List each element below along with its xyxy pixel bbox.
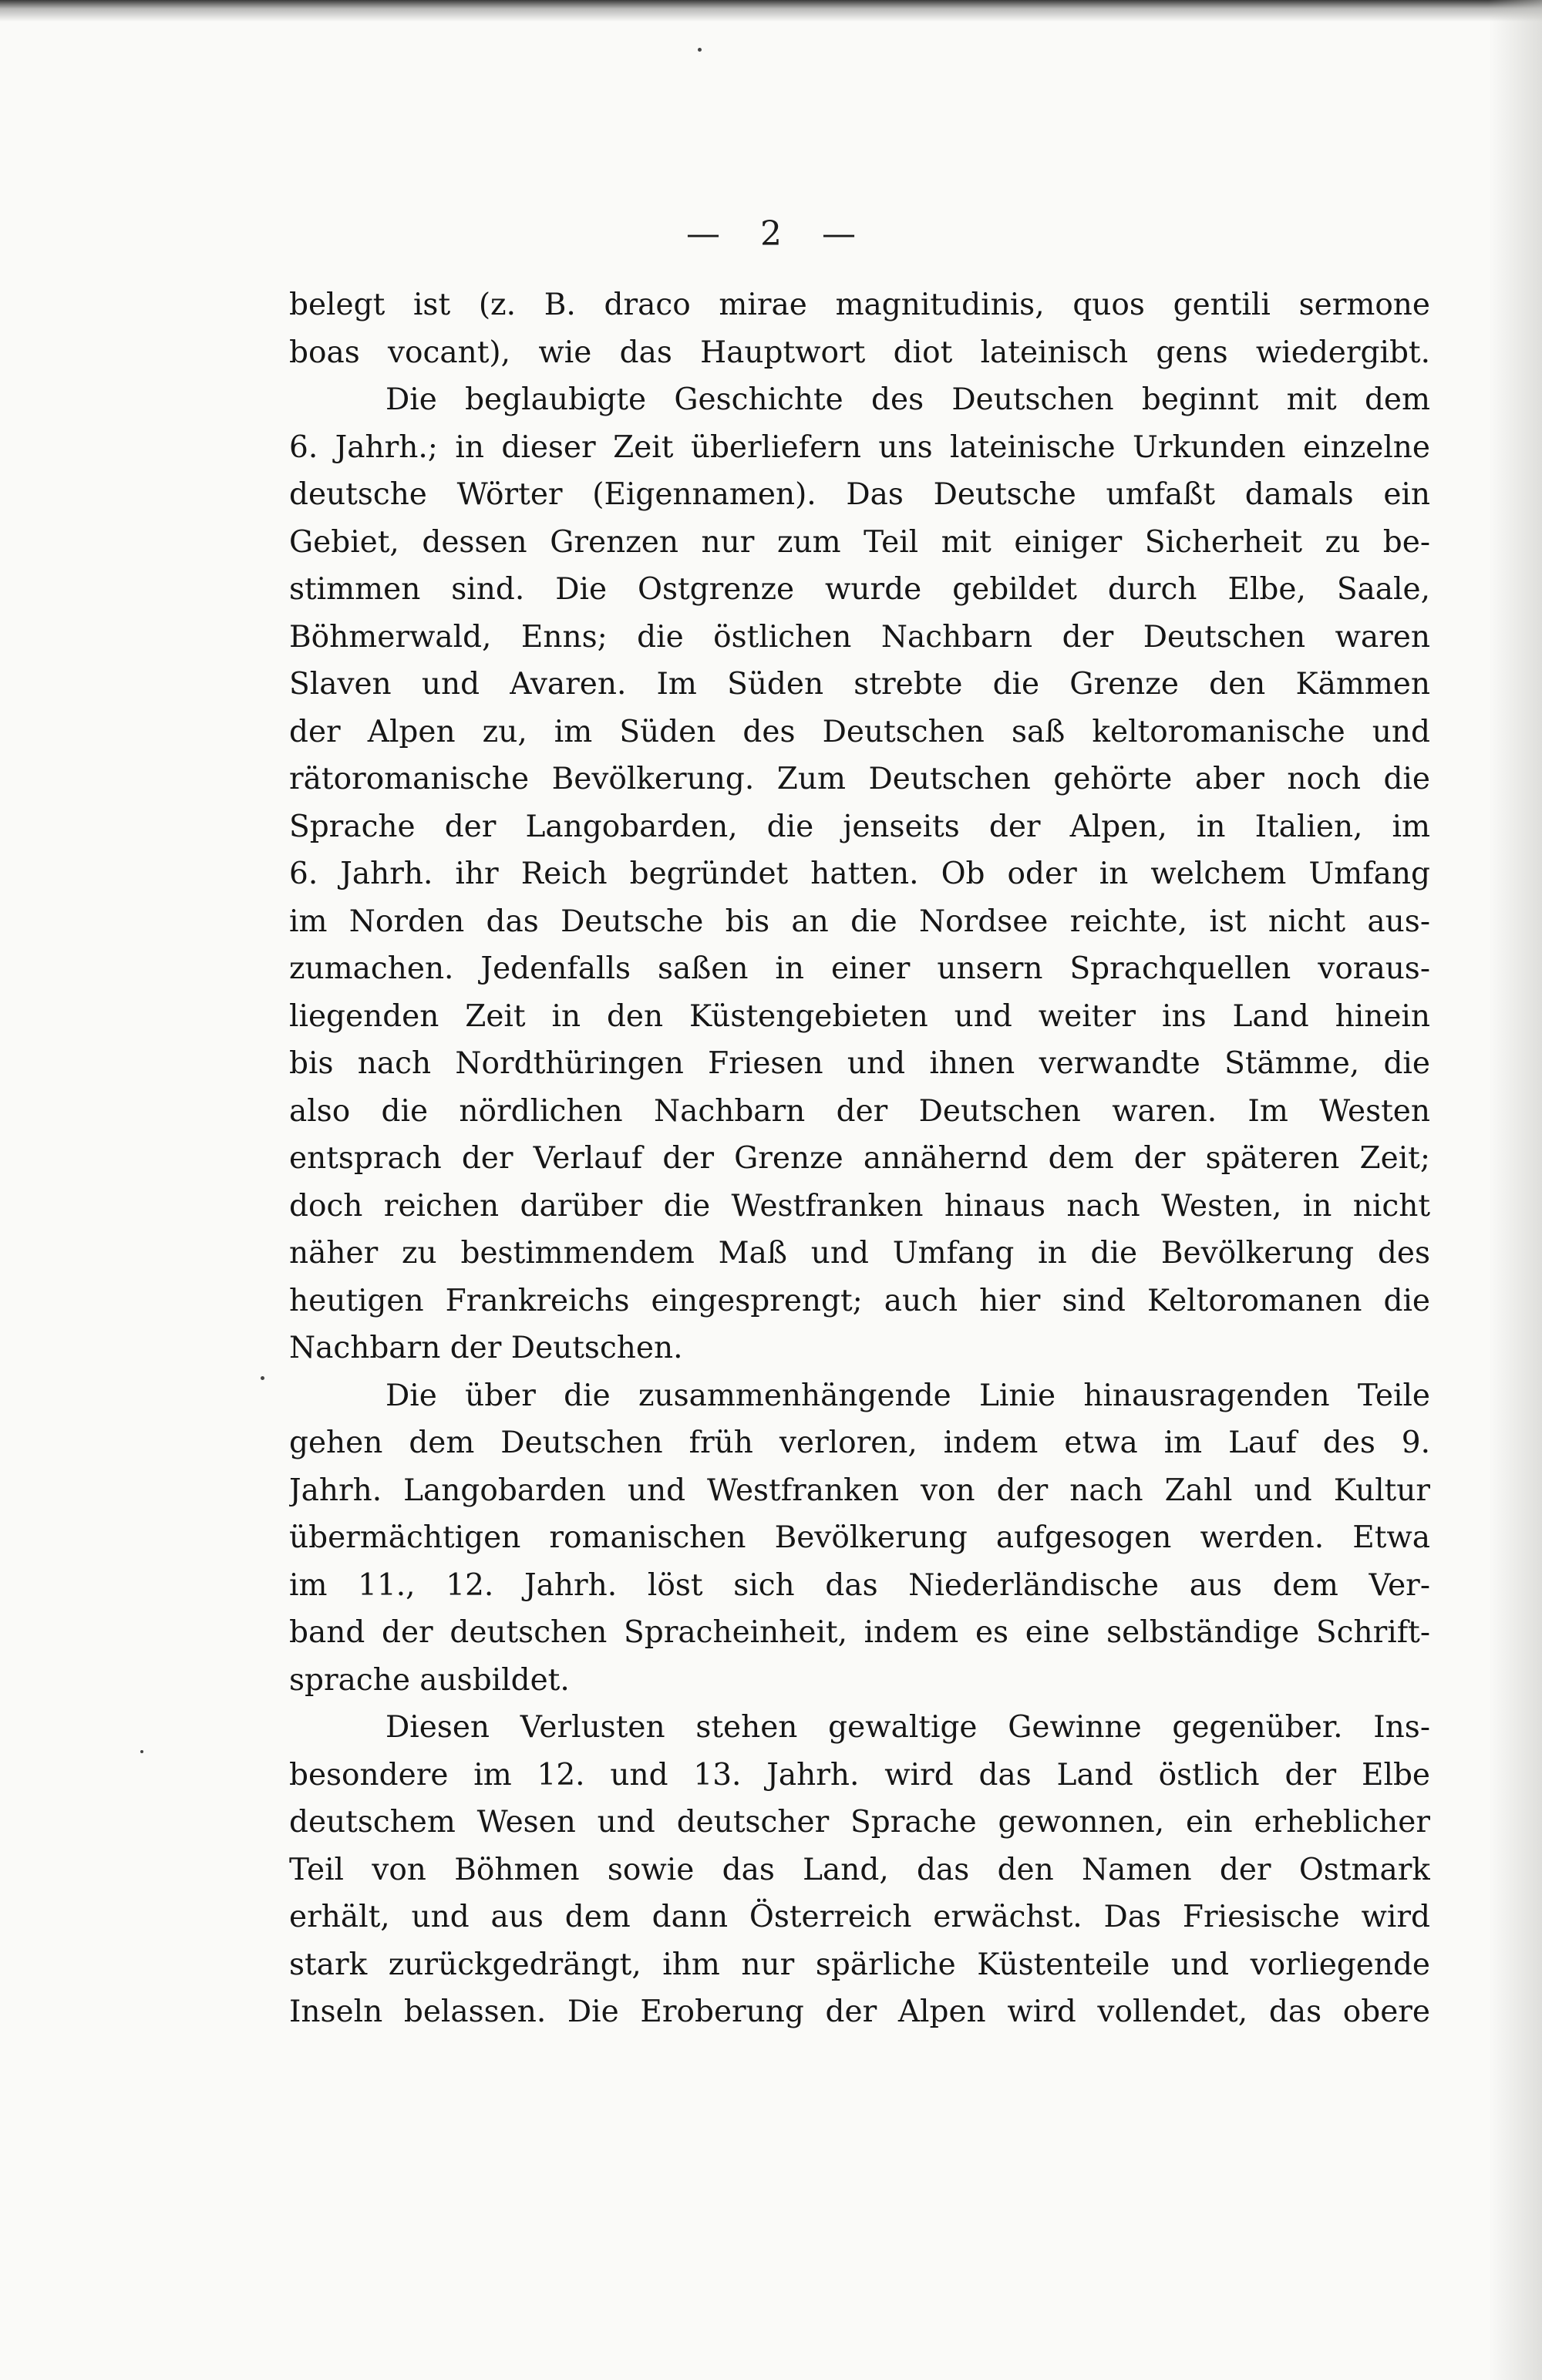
text-line: Slaven und Avaren. Im Süden strebte die Grenze den Kämmen	[289, 667, 1430, 702]
text-line: erhält, und aus dem dann Österreich erwächst. Das Friesische wird	[289, 1900, 1430, 1934]
text-line: Teil von Böhmen sowie das Land, das den Namen der Ostmark	[289, 1852, 1430, 1887]
text-line: Inseln belassen. Die Eroberung der Alpen wird vollendet, das obere	[289, 1995, 1430, 2029]
text-line: also die nördlichen Nachbarn der Deutschen waren. Im Westen	[289, 1093, 1430, 1129]
text-line: Sprache der Langobarden, die jenseits der Alpen, in Italien, im	[289, 809, 1430, 844]
body-text	[289, 281, 1430, 2036]
text-line: belegt ist (z. B. draco mirae magnitudinis, quos gentili sermone	[289, 288, 1430, 322]
scan-speck	[261, 1376, 264, 1380]
text-line: heutigen Frankreichs eingesprengt; auch hier sind Keltoromanen die	[289, 1283, 1430, 1318]
text-line: stimmen sind. Die Ostgrenze wurde gebildet durch Elbe, Saale,	[289, 572, 1430, 607]
page-number-dash-left: —	[686, 214, 720, 254]
text-line: besondere im 12. und 13. Jahrh. wird das Land östlich der Elbe	[289, 1757, 1430, 1793]
text-line: Jahrh. Langobarden und Westfranken von der nach Zahl und Kultur	[289, 1473, 1430, 1508]
text-line: im 11., 12. Jahrh. löst sich das Niederländische aus dem Ver-	[289, 1567, 1430, 1603]
text-line: Gebiet, dessen Grenzen nur zum Teil mit einiger Sicherheit zu be-	[289, 524, 1430, 560]
text-line: stark zurückgedrängt, ihm nur spärliche Küstenteile und vorliegende	[289, 1947, 1430, 1982]
text-line: der Alpen zu, im Süden des Deutschen saß keltoromanische und	[289, 714, 1430, 749]
text-line: gehen dem Deutschen früh verloren, indem etwa im Lauf des 9.	[289, 1426, 1430, 1460]
text-line: Diesen Verlusten stehen gewaltige Gewinne gegenüber. Ins-	[386, 1710, 1430, 1745]
text-line: zumachen. Jedenfalls saßen in einer unsern Sprachquellen voraus-	[289, 951, 1430, 986]
scan-speck	[698, 48, 702, 52]
scan-speck	[140, 1750, 143, 1753]
text-line: liegenden Zeit in den Küstengebieten und weiter ins Land hinein	[289, 998, 1430, 1034]
scan-right-edge-shadow	[1488, 0, 1542, 2380]
text-line: übermächtigen romanischen Bevölkerung aufgesogen werden. Etwa	[289, 1520, 1430, 1555]
text-line: näher zu bestimmendem Maß und Umfang in die Bevölkerung des	[289, 1236, 1430, 1271]
text-line: rätoromanische Bevölkerung. Zum Deutschen gehörte aber noch die	[289, 762, 1430, 796]
scan-top-edge-shadow	[0, 0, 1542, 22]
text-line: im Norden das Deutsche bis an die Nordsee reichte, ist nicht aus-	[289, 904, 1430, 939]
text-line: sprache ausbildet.	[289, 1662, 570, 1698]
text-line: 6. Jahrh.; in dieser Zeit überliefern uns lateinische Urkunden einzelne	[289, 429, 1430, 465]
text-line: deutsche Wörter (Eigennamen). Das Deutsche umfaßt damals ein	[289, 477, 1430, 512]
text-line: Nachbarn der Deutschen.	[289, 1331, 683, 1365]
text-line: doch reichen darüber die Westfranken hinaus nach Westen, in nicht	[289, 1188, 1430, 1224]
text-line: 6. Jahrh. ihr Reich begründet hatten. Ob oder in welchem Umfang	[289, 857, 1430, 891]
text-line: band der deutschen Spracheinheit, indem es eine selbständige Schrift-	[289, 1615, 1430, 1650]
page-number-dash-right: —	[822, 214, 856, 254]
page-number-value: 2	[760, 214, 782, 254]
page-number	[0, 214, 1542, 254]
text-line: Die beglaubigte Geschichte des Deutschen beginnt mit dem	[386, 382, 1430, 417]
text-line: deutschem Wesen und deutscher Sprache gewonnen, ein erheblicher	[289, 1805, 1430, 1840]
text-line: bis nach Nordthüringen Friesen und ihnen verwandte Stämme, die	[289, 1046, 1430, 1081]
text-line: Böhmerwald, Enns; die östlichen Nachbarn der Deutschen waren	[289, 619, 1430, 655]
text-line: boas vocant), wie das Hauptwort diot lateinisch gens wiedergibt.	[289, 335, 1430, 370]
text-line: entsprach der Verlauf der Grenze annähernd dem der späteren Zeit;	[289, 1141, 1430, 1176]
text-line: Die über die zusammenhängende Linie hinausragenden Teile	[386, 1378, 1430, 1413]
